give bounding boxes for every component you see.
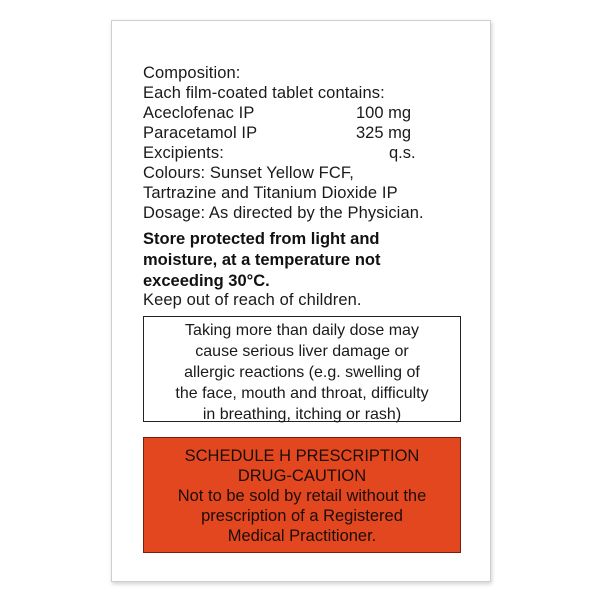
storage-instructions bbox=[143, 229, 473, 292]
ingredient-name: Paracetamol IP bbox=[143, 124, 258, 142]
ingredient-amount: 325 mg bbox=[356, 124, 412, 142]
schedule-line: prescription of a Registered bbox=[201, 507, 403, 525]
schedule-line: DRUG-CAUTION bbox=[237, 467, 367, 485]
medicine-label-card bbox=[111, 20, 491, 582]
schedule-line: SCHEDULE H PRESCRIPTION bbox=[184, 447, 420, 465]
liver-warning-line: cause serious liver damage or bbox=[195, 343, 409, 360]
ingredient-amount: q.s. bbox=[389, 144, 416, 162]
schedule-h-box bbox=[143, 437, 461, 553]
dosage-text: Dosage: As directed by the Physician. bbox=[143, 204, 424, 222]
liver-warning-line: allergic reactions (e.g. swelling of bbox=[184, 364, 420, 381]
liver-warning-box bbox=[143, 316, 461, 422]
ingredient-name: Aceclofenac IP bbox=[143, 104, 255, 122]
ingredient-amount: 100 mg bbox=[356, 104, 412, 122]
liver-warning-line: in breathing, itching or rash) bbox=[202, 406, 402, 423]
colours-line-1: Colours: Sunset Yellow FCF, bbox=[143, 164, 354, 182]
composition-heading: Composition: bbox=[143, 64, 241, 82]
liver-warning-line: Taking more than daily dose may bbox=[185, 322, 419, 339]
storage-line: exceeding 30°C. bbox=[143, 272, 270, 290]
storage-line: Store protected from light and bbox=[143, 230, 380, 248]
ingredient-name: Excipients: bbox=[143, 144, 224, 162]
schedule-line: Medical Practitioner. bbox=[227, 527, 377, 545]
tablet-contains-text: Each film-coated tablet contains: bbox=[143, 84, 385, 102]
storage-line: moisture, at a temperature not bbox=[143, 251, 381, 269]
liver-warning-line: the face, mouth and throat, difficulty bbox=[175, 385, 429, 402]
colours-line-2: Tartrazine and Titanium Dioxide IP bbox=[143, 184, 398, 202]
children-warning: Keep out of reach of children. bbox=[143, 291, 362, 309]
schedule-line: Not to be sold by retail without the bbox=[177, 487, 427, 505]
